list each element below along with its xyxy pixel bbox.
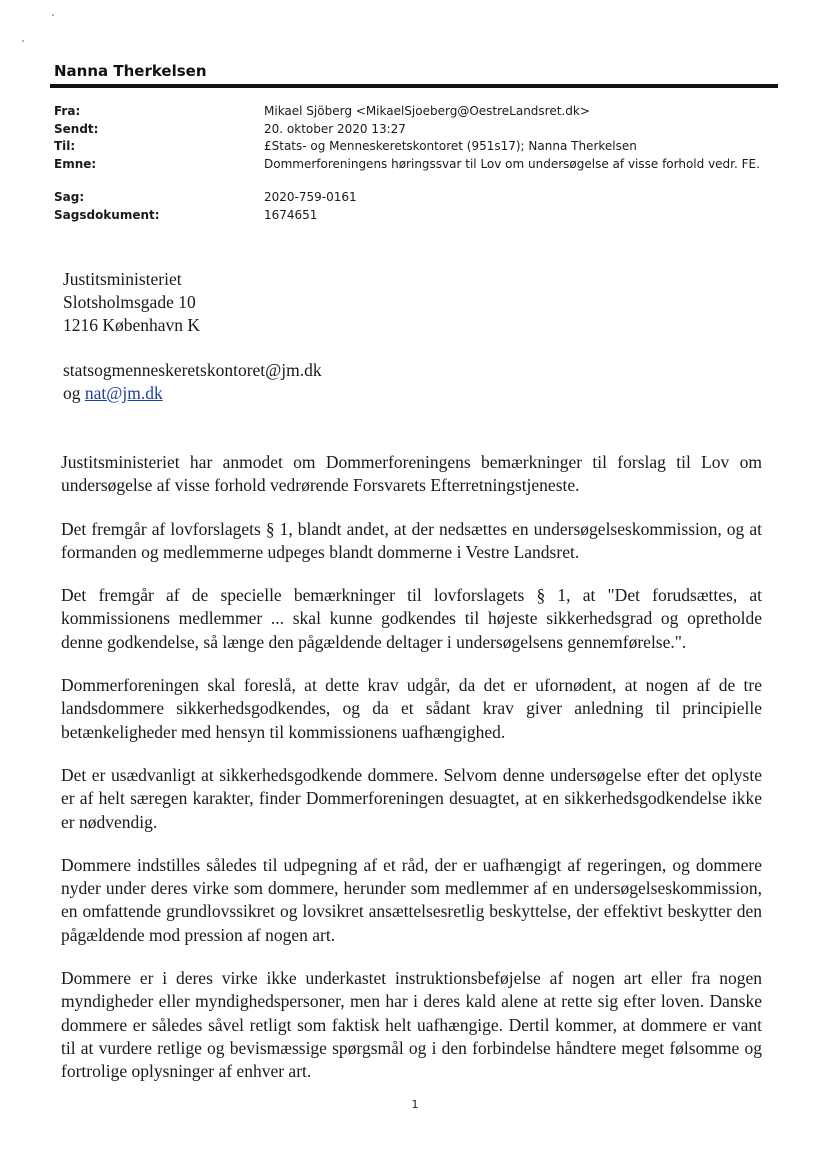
header-value: 1674651: [264, 207, 318, 222]
body-paragraph: Justitsministeriet har anmodet om Dommerforeningens bemærkninger til forslag til Lov om undersøgelse af visse forhold vedrørende Forsvarets Efterretningstjeneste.: [61, 452, 762, 496]
body-paragraph: Dommere indstilles således til udpegning af et råd, der er uafhængigt af regeringen, og dommere nyder under deres virke som dommere, herunder som medlemmer af en undersøgelseskommission, en omfattende grundlovssikret og lovsikret ansættelsesretlig beskyttelse, der effektivt beskytter den pågældende mod pression af nogen art.: [61, 854, 762, 945]
secondary-email-prefix: og: [63, 383, 81, 403]
header-value: £Stats- og Menneskeretskontoret (951s17); Nanna Therkelsen: [264, 139, 637, 153]
primary-email: statsogmenneskeretskontoret@jm.dk: [63, 360, 322, 380]
body-paragraph: Det fremgår af de specielle bemærkninger til lovforslagets § 1, at "Det forudsættes, at kommissionens medlemmer ... skal kunne godkendes til højeste sikkerhedsgrad og opretholde denne godkendelse, så længe den pågældende deltager i undersøgelsens gennemførelse.".: [61, 585, 762, 652]
recipient-emails: [63, 359, 322, 405]
header-label: Fra:: [54, 104, 81, 118]
body-paragraph: Det er usædvanligt at sikkerhedsgodkende dommere. Selvom denne undersøgelse efter det oplyste er af helt særegen karakter, finder Dommerforeningen desuagtet, at en sikkerhedsgodkendelse ikke er nødvendig.: [61, 764, 762, 832]
header-row-to: [54, 138, 784, 156]
header-value: Dommerforeningens høringssvar til Lov om undersøgelse af visse forhold vedr. FE.: [264, 156, 760, 171]
header-label: Emne:: [54, 156, 97, 171]
header-label: Sagsdokument:: [54, 207, 160, 222]
body-paragraph: Det fremgår af lovforslagets § 1, blandt andet, at der nedsættes en undersøgelseskommission, og at formanden og medlemmerne udpeges blandt dommerne i Vestre Landsret.: [61, 518, 762, 562]
header-value: Mikael Sjöberg <MikaelSjoeberg@OestreLandsret.dk>: [264, 104, 590, 118]
address-line: 1216 København K: [63, 315, 201, 335]
scan-speck: [52, 14, 54, 16]
letter-body: [61, 451, 762, 1104]
header-value: 2020-759-0161: [264, 190, 357, 204]
address-line: Justitsministeriet: [63, 269, 182, 289]
sender-name: Nanna Therkelsen: [54, 62, 207, 80]
page-number: 1: [411, 1098, 419, 1111]
header-row-from: [54, 103, 784, 121]
header-label: Sag:: [54, 190, 85, 204]
secondary-email-line: [63, 382, 322, 405]
header-row-case-document: [54, 207, 784, 225]
scan-speck: [22, 40, 24, 42]
body-paragraph: Dommerforeningen skal foreslå, at dette krav udgår, da det er ufornødent, at nogen af de tre landsdommere sikkerhedsgodkendes, og da et sådant krav giver anledning til principielle betænkeligheder med hensyn til kommissionens uafhængighed.: [61, 675, 762, 742]
address-line: Slotsholmsgade 10: [63, 292, 196, 312]
header-row-subject: [54, 156, 784, 174]
email-header: [54, 103, 784, 224]
header-row-sent: [54, 121, 784, 139]
header-label: Til:: [54, 139, 76, 153]
header-rule: [50, 84, 778, 88]
header-label: Sendt:: [54, 121, 99, 136]
header-row-case: [54, 189, 784, 207]
secondary-email-link[interactable]: nat@jm.dk: [84, 383, 163, 403]
recipient-address: [63, 268, 200, 337]
body-paragraph: Dommere er i deres virke ikke underkastet instruktionsbeføjelse af nogen art eller fra nogen myndigheder eller myndighedspersoner, men har i deres kald alene at rette sig efter loven. Danske dommere er således såvel retligt som faktisk helt uafhængige. Dertil kommer, at dommere er vant til at vurdere retlige og bevismæssige spørgsmål og i den forbindelse håndtere meget følsomme og fortrolige oplysninger af enhver art.: [61, 968, 762, 1082]
header-value: 20. oktober 2020 13:27: [264, 121, 406, 136]
